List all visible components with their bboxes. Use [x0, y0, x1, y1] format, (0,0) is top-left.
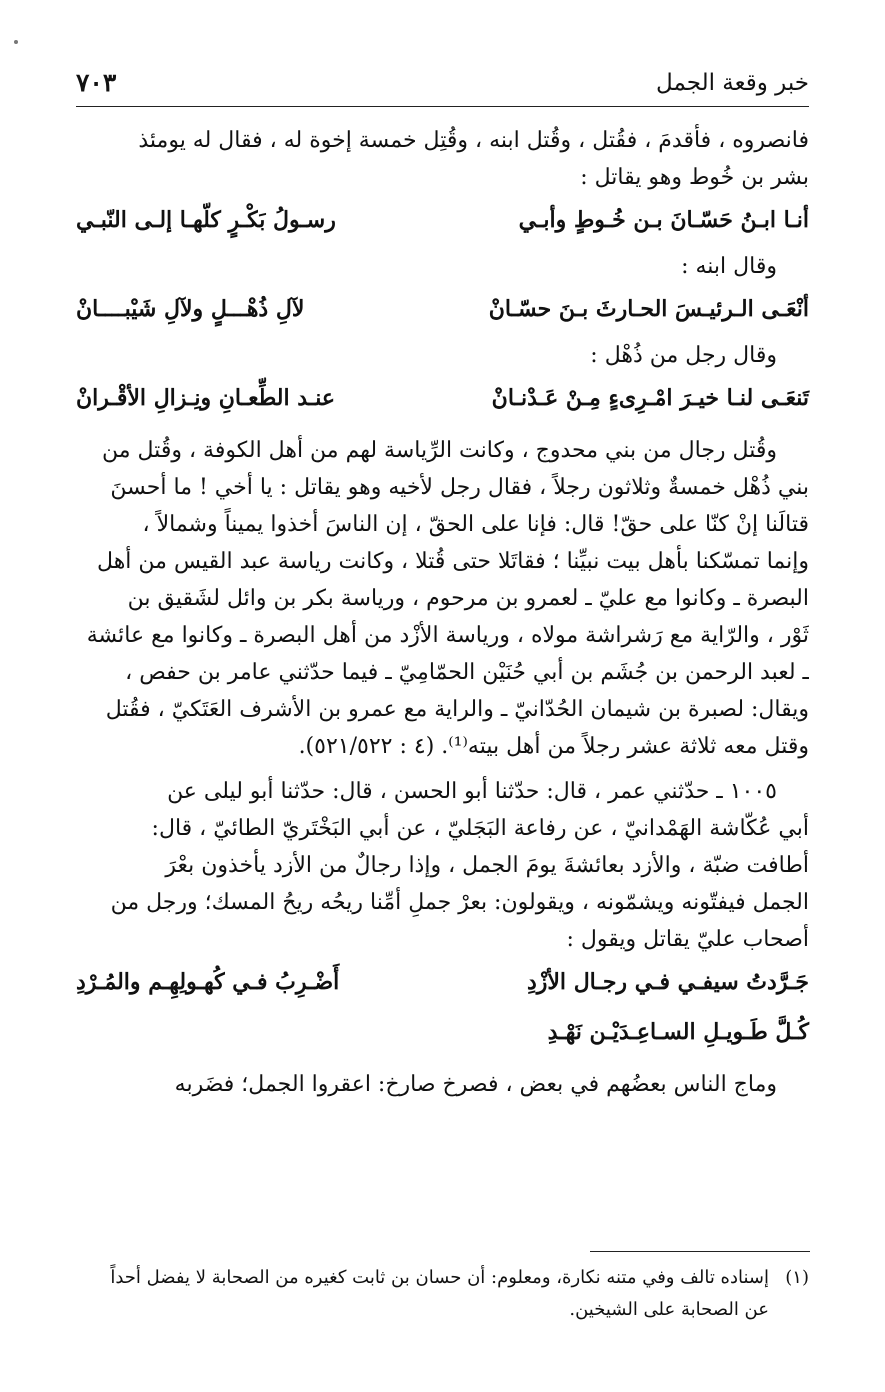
paragraph — [76, 773, 809, 958]
running-header — [76, 66, 809, 107]
verse-hemistich-second: لآلِ ذُهْـــلٍ ولآلِ شَيْبــــانْ — [76, 296, 305, 322]
verse-line: كُـلَّ طَـويـلِ السـاعِـدَيْـن نَهْـدِ — [547, 1019, 809, 1045]
footnote-line: عن الصحابة على الشيخين. — [569, 1299, 769, 1320]
text-line: ويقال: لصبرة بن شيمان الحُدّانيّ ـ والراية مع عمرو بن الأشرف العَتَكيّ ، فقُتل — [105, 697, 809, 722]
text-line: وقال رجل من ذُهْل : — [590, 343, 777, 368]
verse — [76, 291, 809, 335]
text-line: البصرة ـ وكانوا مع عليّ ـ لعمرو بن مرحوم ، ورياسة بكر بن وائل لشَقيق بن — [127, 586, 809, 611]
verse — [76, 380, 809, 424]
footnote-text — [76, 1262, 769, 1326]
text-line: وإنما تمسّكنا بأهل بيت نبيِّنا ؛ فقاتَلا حتى قُتلا ، وكانت رياسة عبد القيس من أهل — [97, 549, 809, 574]
verse — [76, 202, 809, 246]
text-line: فانصروه ، فأقدمَ ، فقُتل ، وقُتل ابنه ، وقُتِل خمسة إخوة له ، فقال له يومئذ — [138, 128, 809, 153]
verse-hemistich-second: رسـولُ بَكْـرٍ كلّهـا إلـى النّبـي — [76, 207, 336, 233]
paragraph — [76, 1066, 809, 1103]
footnote-rule — [590, 1251, 810, 1252]
text-line: ـ لعبد الرحمن بن جُشَم بن أبي حُنَيْن الحمّامِيّ ـ فيما حدّثني عامر بن حفص ، — [125, 660, 809, 685]
text-line: وقُتل رجال من بني محدوج ، وكانت الرِّياسة لهم من أهل الكوفة ، وقُتل من — [102, 438, 777, 463]
verse-hemistich-first: أنـا ابـنُ حَسّـانَ بـن خُـوطٍ وأبـي — [518, 207, 809, 233]
text-line: وماج الناس بعضُهم في بعض ، فصرخ صارخ: اعقروا الجمل؛ فضَربه — [174, 1072, 777, 1097]
text-line: الجمل فيفتّونه ويشمّونه ، ويقولون: بعرْ جملِ أمِّنا ريحُه ريحُ المسك؛ ورجل من — [110, 890, 809, 915]
footnote-line: إسناده تالف وفي متنه نكارة، ومعلوم: أن حسان بن ثابت كغيره من الصحابة لا يفضل أحداً — [110, 1267, 769, 1288]
verse-hemistich-second: أَضْـرِبُ فـي كُهـولِهِـم والمُـرْدِ — [76, 969, 340, 995]
footnote-number: (١) — [785, 1267, 809, 1288]
verse-hemistich-second: عنـد الطِّعـانِ ونِـزالِ الأقْـرانْ — [76, 385, 335, 411]
text-line: ١٠٠٥ ـ حدّثني عمر ، قال: حدّثنا أبو الحسن ، قال: حدّثنا أبو ليلى عن — [167, 779, 777, 804]
paragraph — [76, 432, 809, 765]
main-text — [76, 122, 809, 1103]
text-line: أطافت ضبّة ، والأزد بعائشةَ يومَ الجمل ، وإذا رجالٌ من الأزد يأخذون بعْرَ — [165, 853, 809, 878]
verse — [76, 964, 809, 1008]
verse-hemistich-first: تَنعَـى لنـا خيـرَ امْـرِىءٍ مِـنْ عَـدْنـانْ — [491, 385, 809, 411]
text-line: وقال ابنه : — [681, 254, 777, 279]
text-line: بشر بن خُوط وهو يقاتل : — [580, 165, 809, 190]
page-number: ٧٠٣ — [76, 68, 117, 97]
verse-centered — [76, 1014, 809, 1058]
text-line: أصحاب عليّ يقاتل ويقول : — [566, 927, 809, 952]
paragraph — [76, 122, 809, 196]
footnote — [76, 1262, 809, 1326]
paragraph — [76, 337, 809, 374]
chapter-title: خبر وقعة الجمل — [656, 70, 809, 96]
text-line: قتالَنا إنْ كنّا على حقّ! قال: فإنا على الحقّ ، إن الناسَ أخذوا يميناً وشمالاً ، — [142, 512, 809, 537]
text-line: أبي عُكّاشة الهَمْدانيّ ، عن رفاعة البَجَليّ ، عن أبي البَخْتَريّ الطائيّ ، قال: — [151, 816, 809, 841]
text-line: وقتل معه ثلاثة عشر رجلاً من أهل بيته⁽¹⁾. (٤ : ٥٢١/٥٢٢). — [298, 734, 809, 759]
paragraph — [76, 248, 809, 285]
text-line: ثَوْر ، والرّاية مع رَشراشة مولاه ، ورياسة الأزْد من أهل البصرة ـ وكانوا مع عائشة — [86, 623, 809, 648]
text-line: بني ذُهْل خمسةٌ وثلاثون رجلاً ، فقال رجل لأخيه وهو يقاتل : يا أخي ! ما أحسنَ — [110, 475, 809, 500]
verse-hemistich-first: أنْعَـى الـرئيـسَ الحـارثَ بـنَ حسّـانْ — [488, 296, 809, 322]
margin-mark — [14, 40, 18, 44]
verse-hemistich-first: جَـرَّدتُ سيفـي فـي رجـال الأزْدِ — [526, 969, 809, 995]
